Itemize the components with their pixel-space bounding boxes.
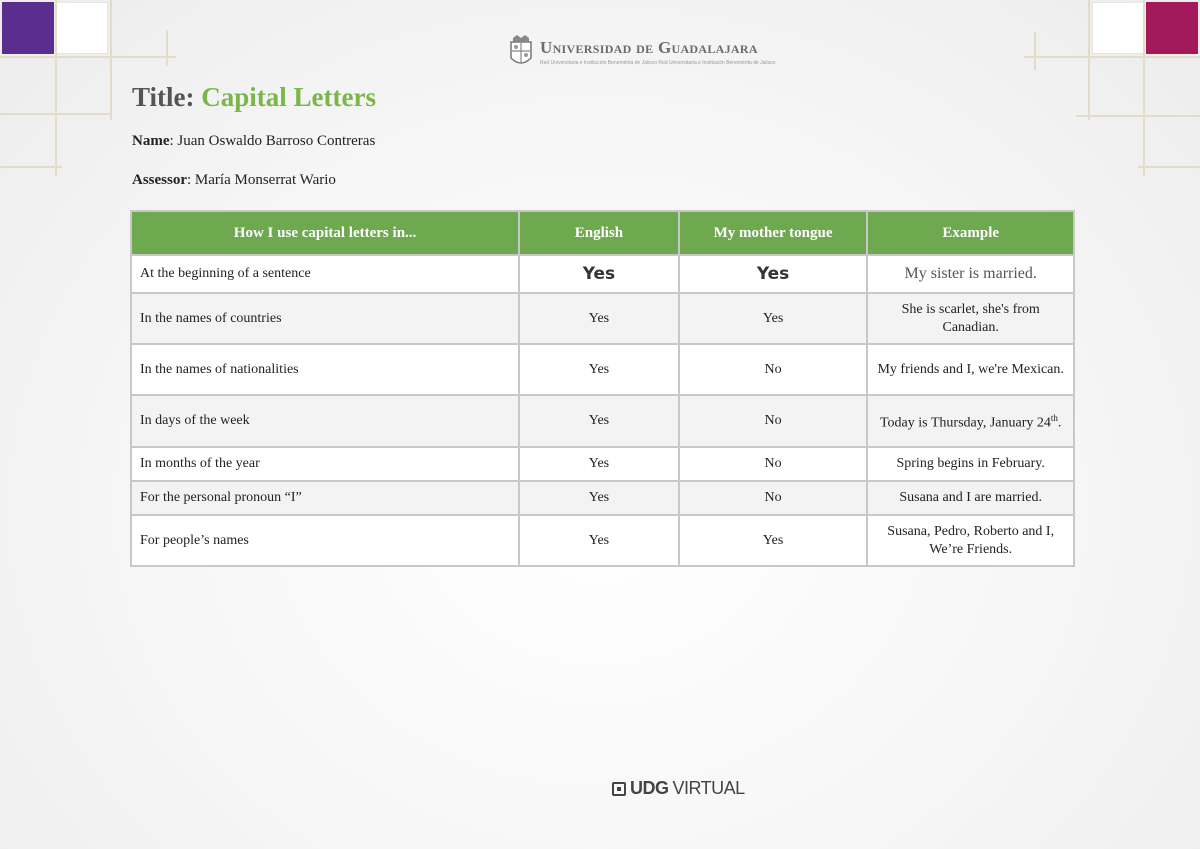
deco-line	[1034, 32, 1036, 70]
capital-letters-table	[130, 210, 1075, 567]
assessor-value: María Monserrat Wario	[194, 172, 336, 188]
table-row	[131, 481, 1074, 515]
udg-virtual-logo	[612, 778, 745, 799]
header-example: Example	[867, 211, 1074, 255]
footer-brand-bold: UDG	[630, 778, 669, 798]
table-row	[131, 395, 1074, 447]
cell-example: She is scarlet, she's from Canadian.	[867, 293, 1074, 344]
udg-virtual-icon	[612, 782, 626, 796]
deco-line	[1143, 0, 1145, 176]
cell-mother-tongue: Yes	[679, 515, 868, 566]
cell-usage: In the names of nationalities	[131, 344, 519, 395]
example-period: .	[1057, 415, 1062, 431]
cell-english: Yes	[519, 344, 679, 395]
table-row	[131, 515, 1074, 566]
corner-purple-square	[2, 2, 54, 54]
name-label: Name	[132, 133, 170, 149]
footer-brand-light: VIRTUAL	[672, 778, 745, 798]
cell-english: Yes	[519, 293, 679, 344]
assessor-label: Assessor	[132, 172, 187, 188]
cell-mother-tongue: Yes	[679, 255, 868, 293]
cell-example: Spring begins in February.	[867, 447, 1074, 481]
document-title: Title: Capital Letters	[132, 82, 376, 112]
table-row	[131, 344, 1074, 395]
university-seal-icon	[508, 34, 534, 70]
corner-white-square-right	[1092, 2, 1144, 54]
cell-english: Yes	[519, 395, 679, 447]
university-logo	[508, 32, 775, 72]
cell-english: Yes	[519, 481, 679, 515]
table-row	[131, 255, 1074, 293]
cell-mother-tongue: No	[679, 481, 868, 515]
cell-example	[867, 255, 1074, 293]
student-name: Name: Juan Oswaldo Barroso Contreras	[132, 133, 376, 149]
cell-usage: For people’s names	[131, 515, 519, 566]
university-subtitle: Red Universitaria e Institución Benemérita de Jalisco Red Universitaria e Institución Benemérita de Jalisco	[540, 60, 776, 66]
header-usage: How I use capital letters in...	[131, 211, 519, 255]
deco-line	[110, 0, 112, 120]
cell-mother-tongue: Yes	[679, 293, 868, 344]
university-name: Universidad de Guadalajara	[540, 38, 758, 57]
cell-usage: In months of the year	[131, 447, 519, 481]
cell-usage: In the names of countries	[131, 293, 519, 344]
assessor: Assessor: María Monserrat Wario	[132, 172, 336, 188]
table-header-row	[131, 211, 1074, 255]
cell-mother-tongue: No	[679, 395, 868, 447]
cell-example	[867, 395, 1074, 447]
example-text: My sister is married.	[904, 264, 1037, 282]
deco-line	[1024, 56, 1200, 58]
title-label: Title	[132, 82, 186, 112]
deco-line	[55, 0, 57, 176]
cell-example: My friends and I, we're Mexican.	[867, 344, 1074, 395]
cell-english: Yes	[519, 515, 679, 566]
cell-english: Yes	[519, 447, 679, 481]
cell-mother-tongue: No	[679, 447, 868, 481]
table-row	[131, 293, 1074, 344]
deco-line	[0, 166, 62, 168]
title-value: Capital Letters	[201, 82, 376, 112]
header-mother-tongue: My mother tongue	[679, 211, 868, 255]
deco-line	[1088, 0, 1090, 120]
cell-english: Yes	[519, 255, 679, 293]
cell-usage: At the beginning of a sentence	[131, 255, 519, 293]
cell-usage: In days of the week	[131, 395, 519, 447]
table-row	[131, 447, 1074, 481]
corner-white-square-left	[56, 2, 108, 54]
deco-line	[1138, 166, 1200, 168]
example-text: Today is Thursday, January 24	[879, 415, 1051, 431]
deco-line	[166, 30, 168, 66]
ordinal-suffix: th	[1050, 413, 1058, 424]
deco-line	[0, 56, 176, 58]
name-value: Juan Oswaldo Barroso Contreras	[177, 133, 376, 149]
cell-mother-tongue: No	[679, 344, 868, 395]
cell-usage: For the personal pronoun “I”	[131, 481, 519, 515]
corner-magenta-square	[1146, 2, 1198, 54]
deco-line	[1076, 115, 1200, 117]
cell-example: Susana and I are married.	[867, 481, 1074, 515]
cell-example: Susana, Pedro, Roberto and I, We’re Friends.	[867, 515, 1074, 566]
header-english: English	[519, 211, 679, 255]
